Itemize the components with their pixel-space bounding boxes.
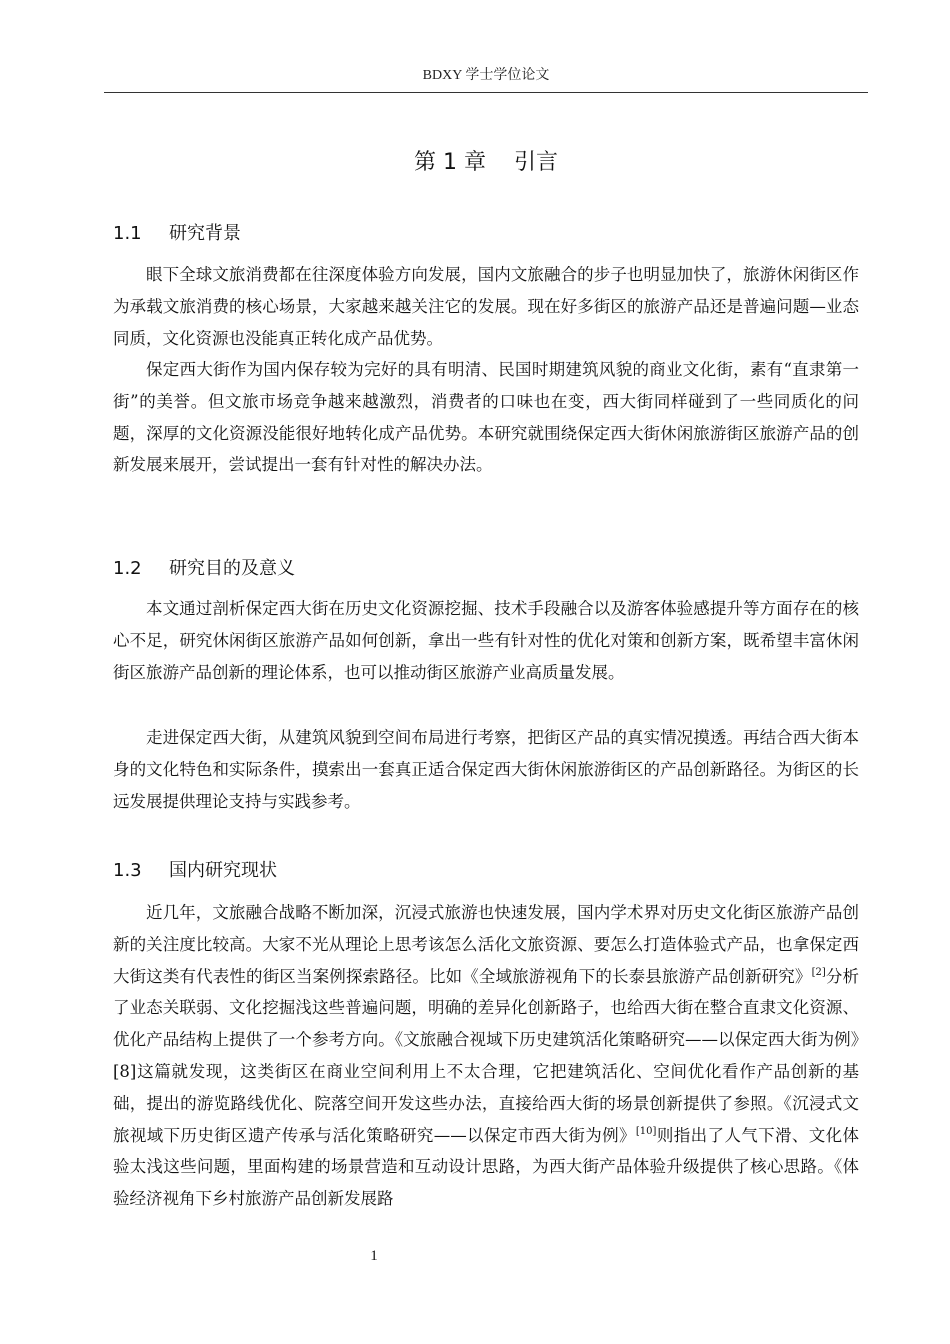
body-paragraph: [113, 259, 859, 354]
section-title: 研究目的及意义: [169, 558, 295, 579]
section-number: 1.2: [113, 558, 142, 579]
chapter-title: 第 1 章 引言: [414, 150, 558, 175]
section-heading: [113, 219, 241, 249]
section-title: 国内研究现状: [169, 860, 277, 881]
section-heading: [113, 554, 295, 584]
body-paragraph: [113, 354, 859, 481]
paragraph-text: 近几年，文旅融合战略不断加深，沉浸式旅游也快速发展，国内学术界对历史文化街区旅游产品创新的关注度比较高。大家不光从理论上思考该怎么活化文旅资源、要怎么打造体验式产品，也拿保定西大街这类有代表性的街区当案例探索路径。比如《全域旅游视角下的长泰县旅游产品创新研究》: [113, 903, 859, 986]
section-number: 1.3: [113, 860, 142, 881]
section-title: 研究背景: [169, 223, 241, 244]
section-heading: [113, 856, 277, 886]
section-number: 1.1: [113, 223, 142, 244]
body-paragraph: [113, 897, 859, 1215]
page-header: BDXY 学士学位论文: [422, 68, 550, 83]
paragraph-text: 走进保定西大街，从建筑风貌到空间布局进行考察，把街区产品的真实情况摸透。再结合西大街本身的文化特色和实际条件，摸索出一套真正适合保定西大街休闲旅游街区的产品创新路径。为街区的长远发展提供理论支持与实践参考。: [113, 728, 859, 811]
body-paragraph: [113, 593, 859, 688]
body-paragraph: [113, 722, 859, 817]
header-rule: [104, 92, 868, 93]
paragraph-text: 分析了业态关联弱、文化挖掘浅这些普遍问题，明确的差异化创新路子，也给西大街在整合直隶文化资源、优化产品结构上提供了一个参考方向。《文旅融合视域下历史建筑活化策略研究——以保定西大街为例》[8]这篇就发现，这类街区在商业空间利用上不太合理，它把建筑活化、空间优化看作产品创新的基础，提出的游览路线优化、院落空间开发这些办法，直接给西大街的场景创新提供了参照。《沉浸式文旅视域下历史街区遗产传承与活化策略研究——以保定市西大街为例》: [113, 966, 860, 1145]
page-number: 1: [370, 1248, 378, 1264]
paragraph-text: 本文通过剖析保定西大街在历史文化资源挖掘、技术手段融合以及游客体验感提升等方面存在的核心不足，研究休闲街区旅游产品如何创新，拿出一些有针对性的优化对策和创新方案，既希望丰富休闲街区旅游产品创新的理论体系，也可以推动街区旅游产业高质量发展。: [113, 599, 859, 682]
citation-ref: [2]: [811, 966, 826, 978]
paragraph-text: 保定西大街作为国内保存较为完好的具有明清、民国时期建筑风貌的商业文化街，素有“直隶第一街”的美誉。但文旅市场竞争越来越激烈，消费者的口味也在变，西大街同样碰到了一些同质化的问题，深厚的文化资源没能很好地转化成产品优势。本研究就围绕保定西大街休闲旅游街区旅游产品的创新发展来展开，尝试提出一套有针对性的解决办法。: [113, 360, 859, 475]
citation-ref: [10]: [635, 1125, 657, 1137]
paragraph-text: 则指出了人气下滑、文化体验太浅这些问题，里面构建的场景营造和互动设计思路，为西大街产品体验升级提供了核心思路。《体验经济视角下乡村旅游产品创新发展路: [113, 1125, 860, 1209]
paragraph-text: 眼下全球文旅消费都在往深度体验方向发展，国内文旅融合的步子也明显加快了，旅游休闲街区作为承载文旅消费的核心场景，大家越来越关注它的发展。现在好多街区的旅游产品还是普遍问题—业态同质，文化资源也没能真正转化成产品优势。: [113, 265, 859, 348]
